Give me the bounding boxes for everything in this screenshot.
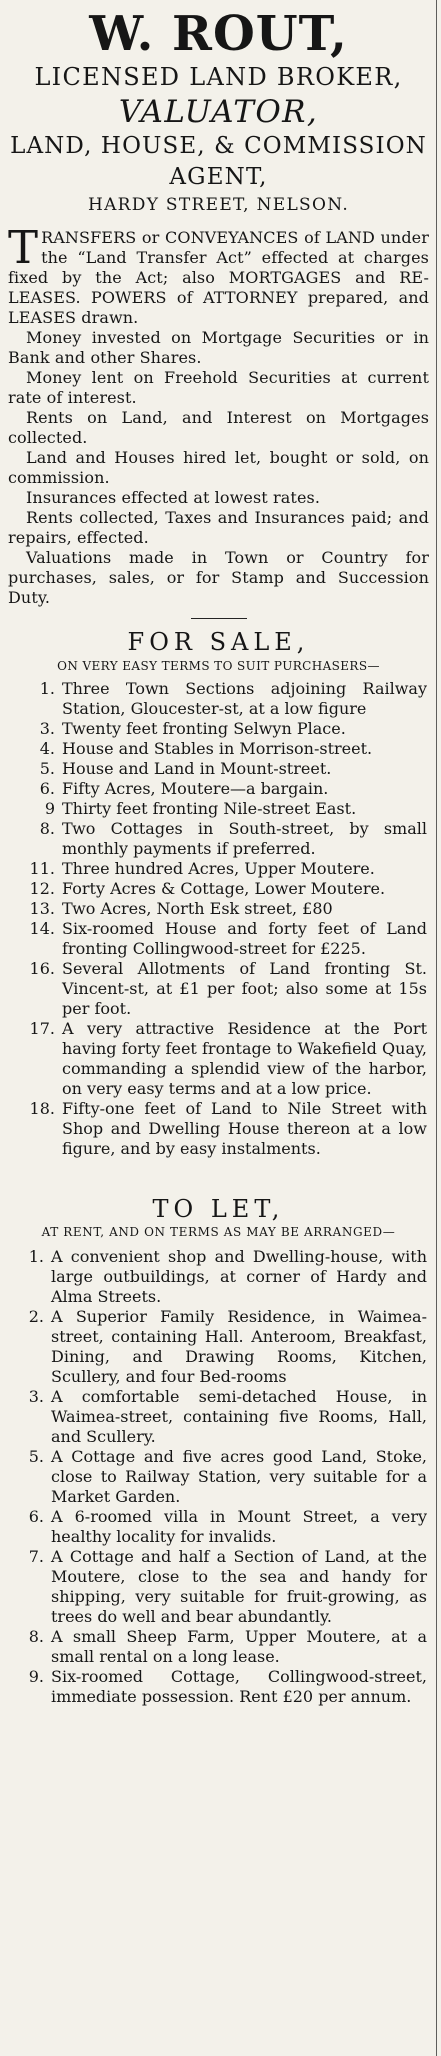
let-item-number: 7. xyxy=(28,1547,44,1566)
let-item xyxy=(8,1387,429,1447)
sale-item-text: Fifty Acres, Moutere—a bargain. xyxy=(62,779,329,798)
let-heading xyxy=(8,1195,429,1241)
paragraph-rents-collected: Rents collected, Taxes and Insurances paid; and repairs, effected. xyxy=(8,508,429,547)
agent-title-agent: AGENT, xyxy=(169,164,268,190)
let-subtitle: AT RENT, AND ON TERMS AS MAY BE ARRANGED— xyxy=(41,1225,396,1239)
sale-item xyxy=(8,959,429,1019)
sale-item-text: A very attractive Residence at the Port having forty feet frontage to Wakefield Quay, commanding a splendid view of the harbor, on very easy terms and at a low price. xyxy=(62,1019,427,1098)
let-item xyxy=(8,1547,429,1627)
agent-title-valuator: VALUATOR, xyxy=(118,94,319,130)
paragraph-rents-interest: Rents on Land, and Interest on Mortgages collected. xyxy=(8,408,429,447)
sale-item xyxy=(8,779,429,799)
sale-item-text: Six-roomed House and forty feet of Land fronting Collingwood-street for £225. xyxy=(62,919,427,958)
paragraph-money-invested: Money invested on Mortgage Securities or in Bank and other Shares. xyxy=(8,328,429,367)
sale-item xyxy=(8,899,429,919)
sale-heading xyxy=(8,628,429,676)
sale-item xyxy=(8,919,429,959)
sale-item-text: Two Cottages in South-street, by small monthly payments if preferred. xyxy=(62,819,427,858)
let-list xyxy=(8,1247,429,1707)
paragraph-valuations: Valuations made in Town or Country for purchases, sales, or for Stamp and Succession Duty. xyxy=(8,548,429,607)
sale-item-text: Fifty-one feet of Land to Nile Street with Shop and Dwelling House thereon at a low figure, and by easy instalments. xyxy=(62,1099,427,1158)
sale-subtitle: ON VERY EASY TERMS TO SUIT PURCHASERS— xyxy=(57,659,380,673)
sale-item-text: Three hundred Acres, Upper Moutere. xyxy=(62,859,375,878)
sale-list xyxy=(8,679,429,1159)
agent-title-commission: LAND, HOUSE, & COMMISSION xyxy=(10,133,427,159)
sale-item-number: 12. xyxy=(29,879,55,898)
let-item xyxy=(8,1307,429,1387)
sale-item xyxy=(8,879,429,899)
sale-item-text: Forty Acres & Cottage, Lower Moutere. xyxy=(62,879,386,898)
sale-item-number: 14. xyxy=(29,919,55,938)
sale-item-text: House and Land in Mount-street. xyxy=(62,759,332,778)
advertisement-header xyxy=(8,8,429,218)
let-item-number: 2. xyxy=(28,1307,44,1326)
let-item-text: A Cottage and half a Section of Land, at the Moutere, close to the sea and handy for shipping, very suitable for fruit-growing, as trees do well and bear abundantly. xyxy=(51,1547,427,1626)
sale-item-number: 11. xyxy=(29,859,55,878)
sale-item xyxy=(8,739,429,759)
agent-title-land-broker: LICENSED LAND BROKER, xyxy=(34,63,403,91)
sale-item-text: Several Allotments of Land fronting St. Vincent-st, at £1 per foot; also some at 15s per foot. xyxy=(62,959,427,1018)
let-item xyxy=(8,1507,429,1547)
paragraph-land-houses: Land and Houses hired let, bought or sold, on commission. xyxy=(8,448,429,487)
sale-title: FOR SALE, xyxy=(127,628,310,656)
sale-item-number: 3. xyxy=(39,719,55,738)
sale-item-number: 9 xyxy=(44,799,55,818)
paragraph-money-lent: Money lent on Freehold Securities at current rate of interest. xyxy=(8,368,429,407)
sale-item-number: 6. xyxy=(39,779,55,798)
sale-item-text: Twenty feet fronting Selwyn Place. xyxy=(62,719,346,738)
sale-item-number: 13. xyxy=(29,899,55,918)
let-item xyxy=(8,1667,429,1707)
services-section xyxy=(8,221,429,608)
let-item-text: A small Sheep Farm, Upper Moutere, at a small rental on a long lease. xyxy=(51,1627,427,1666)
sale-item-text: Three Town Sections adjoining Railway Station, Gloucester-st, at a low figure xyxy=(62,679,427,718)
sale-item xyxy=(8,859,429,879)
sale-item-number: 5. xyxy=(39,759,55,778)
paragraph-insurances: Insurances effected at lowest rates. xyxy=(26,488,321,507)
drop-cap: T xyxy=(8,221,39,274)
let-item-text: A comfortable semi-detached House, in Waimea-street, containing five Rooms, Hall, and Scullery. xyxy=(51,1387,427,1446)
sale-item-number: 16. xyxy=(29,959,55,978)
sale-item-text: Thirty feet fronting Nile-street East. xyxy=(62,799,357,818)
sale-item xyxy=(8,799,429,819)
section-divider xyxy=(191,618,247,619)
let-item-number: 9. xyxy=(28,1667,44,1686)
let-item-number: 6. xyxy=(28,1507,44,1526)
sale-item xyxy=(8,1099,429,1159)
sale-item xyxy=(8,679,429,719)
let-title: TO LET, xyxy=(152,1195,285,1223)
let-item xyxy=(8,1247,429,1307)
sale-item-text: House and Stables in Morrison-street. xyxy=(62,739,373,758)
let-item-text: Six-roomed Cottage, Collingwood-street, immediate possession. Rent £20 per annum. xyxy=(51,1667,427,1706)
let-item-text: A 6-roomed villa in Mount Street, a very healthy locality for invalids. xyxy=(51,1507,427,1546)
let-item xyxy=(8,1627,429,1667)
sale-item-number: 1. xyxy=(39,679,55,698)
agent-address: HARDY STREET, NELSON. xyxy=(87,195,350,215)
let-item-number: 1. xyxy=(28,1247,44,1266)
sale-item-number: 8. xyxy=(39,819,55,838)
sale-item xyxy=(8,759,429,779)
let-item-number: 3. xyxy=(28,1387,44,1406)
sale-item xyxy=(8,719,429,739)
agent-name: W. ROUT, xyxy=(89,6,348,62)
paragraph-transfers-text: RANSFERS or CONVEYANCES of LAND under the “Land Transfer Act” effected at charges fixed by the Act; also MORTGAGES and RE-LEASES. POWERS of ATTORNEY prepared, and LEASES drawn. xyxy=(8,228,429,327)
sale-item-number: 4. xyxy=(39,739,55,758)
sale-item-text: Two Acres, North Esk street, £80 xyxy=(62,899,333,918)
sale-item xyxy=(8,819,429,859)
let-item xyxy=(8,1447,429,1507)
sale-item-number: 18. xyxy=(29,1099,55,1118)
let-item-text: A convenient shop and Dwelling-house, with large outbuildings, at corner of Hardy and Alma Streets. xyxy=(51,1247,427,1306)
let-item-number: 5. xyxy=(28,1447,44,1466)
let-item-text: A Superior Family Residence, in Waimea-street, containing Hall. Anteroom, Breakfast, Dining, and Drawing Rooms, Kitchen, Scullery, and four Bed-rooms xyxy=(51,1307,427,1386)
sale-item xyxy=(8,1019,429,1099)
paragraph-transfers xyxy=(8,221,429,328)
sale-item-number: 17. xyxy=(29,1019,55,1038)
let-item-number: 8. xyxy=(28,1627,44,1646)
let-item-text: A Cottage and five acres good Land, Stoke, close to Railway Station, very suitable for a Market Garden. xyxy=(51,1447,427,1506)
